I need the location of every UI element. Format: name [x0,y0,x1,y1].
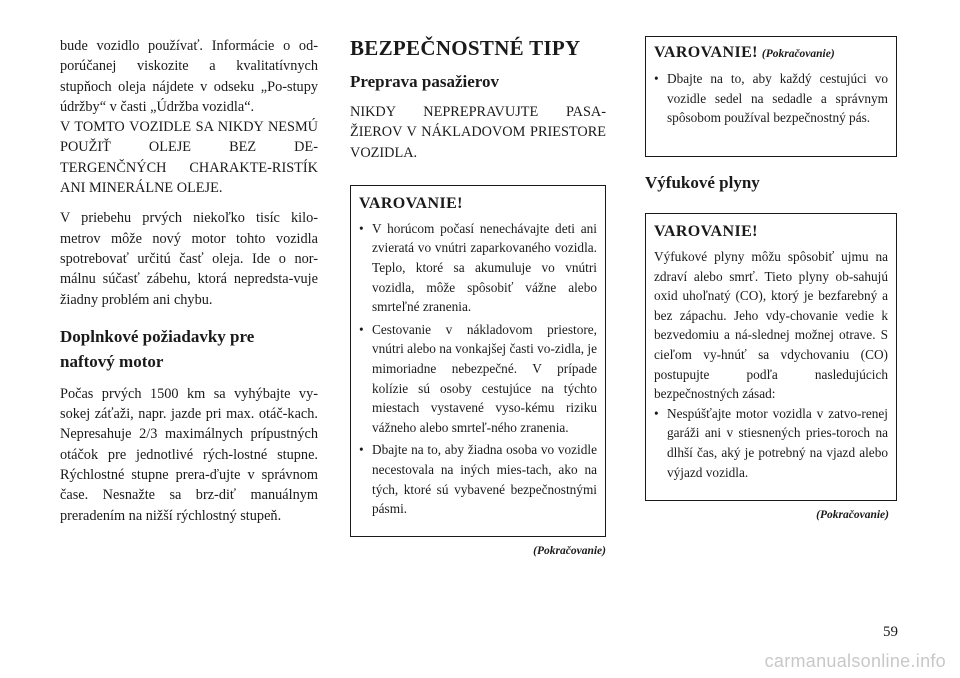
warning-title: VAROVANIE! [359,194,463,212]
right-column [645,36,897,521]
warning-box-passengers [350,185,606,537]
warning-bullet: • V horúcom počasí nenechávajte deti ani zvieratá vo vnútri zaparkovaného vozidla. Teplo, ktoré sa akumuluje vo vnútri vozidla, môže spôsobiť vážne alebo smrteľné zranenia. [359,219,597,317]
passenger-heading: Preprava pasažierov [350,72,500,91]
continued-label: (Pokračovanie) [761,48,835,60]
diesel-heading [60,324,318,374]
warning-title [654,42,888,65]
left-column [60,36,318,526]
page-number: 59 [883,624,898,640]
diesel-paragraph: Počas prvých 1500 km sa vyhýbajte vy-sokej záťaži, napr. jazde pri max. otáč-kach. Nepresahuje 2/3 maximálnych prípustných otáčok pre jednotlivé rých-lostné stupne. Rýchlostné stupne prera-ďujte v správnom čase. Nesnažte sa brz-diť manuálnym preradením na nižší rýchlostný stupeň. [60,385,318,524]
warning-bullet: • Cestovanie v nákladovom priestore, vnútri alebo na vonkajšej časti vo-zidla, je mimoriadne nebezpečné. V prípade kolízie sú osoby cestujúce na týchto miestach vystavené vyso-kému riziku vážneho alebo smrteľ-ného zranenia. [359,320,597,438]
continued-label: (Pokračovanie) [816,509,889,521]
warning-bullet: • Nespúšťajte motor vozidla v zatvo-renej garáži ani v stiesnených pries-toroch na dlhší čas, aký je potrebný na vjazd alebo výjazd vozidla. [654,404,888,482]
diesel-heading-line2: naftový motor [60,351,164,371]
cargo-caps-text: NIKDY NEPREPRAVUJTE PASA-ŽIEROV V NÁKLADOVOM PRIESTORE VOZIDLA. [350,104,606,161]
warning-bullet: • Dbajte na to, aby žiadna osoba vo vozidle necestovala na iných mies-tach, ako na tých, ktoré sú vybavené bezpečnostnými pásmi. [359,440,597,518]
watermark: carmanualsonline.info [764,651,946,671]
diesel-heading-line1: Doplnkové požiadavky pre [60,326,255,346]
warning-title-text: VAROVANIE! [654,44,758,61]
intro-paragraph: bude vozidlo používať. Informácie o od-porúčanej viskozite a kvalitatívnych stupňoch oleja nájdete v odseku „Po-stupy údržby“ v časti „Údržba vozidla“. [60,38,318,115]
exhaust-heading: Výfukové plyny [645,173,760,192]
warning-bullet: • Dbajte na to, aby každý cestujúci vo vozidle sedel na sedadle a správnym spôsobom používal bezpečnostný pás. [654,69,888,128]
oil-warning-caps: V TOMTO VOZIDLE SA NIKDY NESMÚ POUŽIŤ OLEJE BEZ DE-TERGENČNÝCH CHARAKTE-RISTÍK ANI MINERÁLNE OLEJE. [60,119,318,197]
continued-label: (Pokračovanie) [533,544,606,557]
warning-text: Výfukové plyny môžu spôsobiť ujmu na zdraví alebo smrť. Tieto plyny ob-sahujú oxid uhoľnatý (CO), ktorý je bezfarebný a bez zápachu. Jeho vdy-chovanie vedie k bezvedomiu a ná-slednej možnej otrave. S cieľom vy-hnúť sa vdychovaniu (CO) postupujte podľa nasledujúcich bezpečnostných zásad: [654,249,888,402]
warning-box-seatbelt [645,36,897,157]
warning-title: VAROVANIE! [654,223,758,240]
warning-box-exhaust [645,213,897,501]
break-in-paragraph: V priebehu prvých niekoľko tisíc kilo-metrov môže nový motor tohto vozidla spotrebovať určitú časť oleja. Ide o nor-málnu súčasť zábehu, ktorá nepredsta-vuje žiadny problém ani chybu. [60,210,318,308]
page-title: BEZPEČNOSTNÉ TIPY [350,36,581,60]
middle-column [350,36,606,557]
